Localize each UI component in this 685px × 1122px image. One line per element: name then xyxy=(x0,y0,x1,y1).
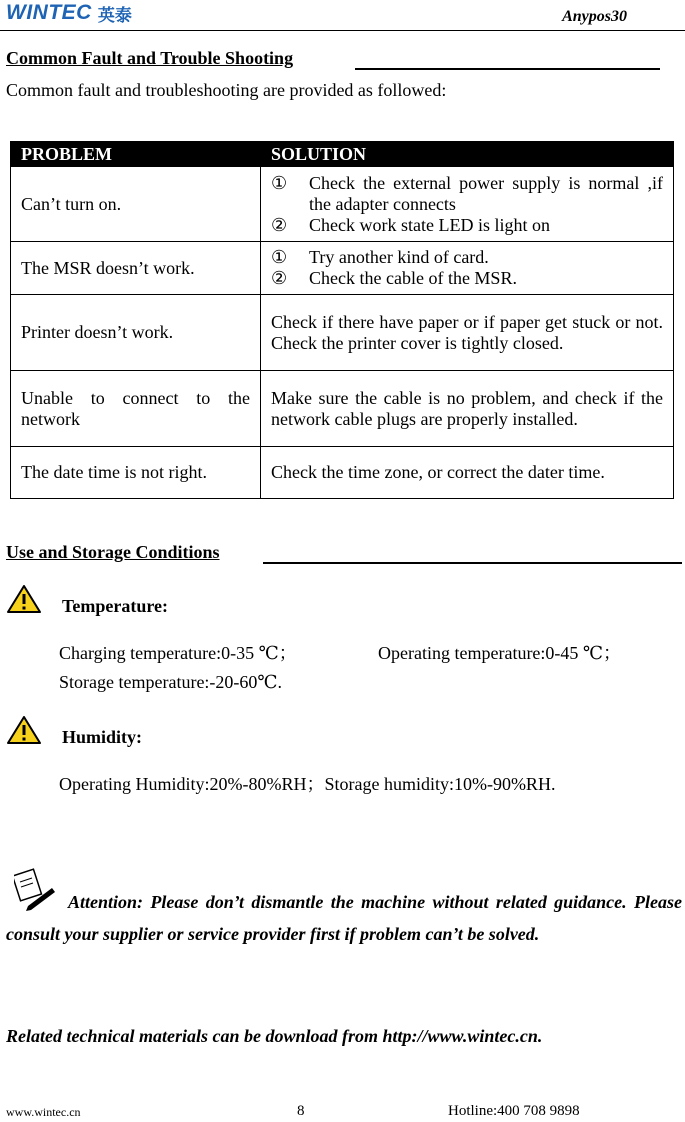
problem-cell: Unable to connect to the network xyxy=(11,371,261,447)
table-row xyxy=(11,242,674,295)
solution-cell: Check if there have paper or if paper get stuck or not. Check the printer cover is tightly closed. xyxy=(261,295,674,371)
item-text: Check the external power supply is normal ,if the adapter connects xyxy=(309,172,663,214)
model-name: Anypos30 xyxy=(562,8,627,25)
fault-section-title: Common Fault and Trouble Shooting xyxy=(6,48,294,68)
solution-column-header: SOLUTION xyxy=(261,142,674,167)
table-row xyxy=(11,447,674,499)
fault-title-rule xyxy=(355,68,660,70)
problem-cell: Printer doesn’t work. xyxy=(11,295,261,371)
problem-cell: The MSR doesn’t work. xyxy=(11,242,261,295)
item-number: ① xyxy=(271,247,288,267)
solution-item xyxy=(271,247,663,268)
footer-website: www.wintec.cn xyxy=(6,1105,81,1119)
item-number: ① xyxy=(271,172,288,193)
charging-temperature-text: Charging temperature:0-35 ℃； xyxy=(59,643,297,663)
operating-temperature-text: Operating temperature:0-45 ℃； xyxy=(378,643,622,663)
logo-text: WINTEC xyxy=(6,1,92,24)
humidity-text: Operating Humidity:20%-80%RH；Storage humidity:10%-90%RH. xyxy=(59,774,556,794)
problem-column-header: PROBLEM xyxy=(11,142,261,167)
solution-text: Make sure the cable is no problem, and check if the network cable plugs are properly installed. xyxy=(271,387,663,429)
header-divider xyxy=(0,30,685,31)
solution-item xyxy=(271,173,663,215)
storage-temperature-text: Storage temperature:-20-60℃. xyxy=(59,672,283,692)
table-header-row xyxy=(11,142,674,167)
item-text: Try another kind of card. xyxy=(309,247,489,267)
solution-cell xyxy=(261,371,674,447)
attention-note xyxy=(6,886,682,950)
item-number: ② xyxy=(271,268,288,288)
brand-logo xyxy=(6,2,132,24)
table-row xyxy=(11,371,674,447)
solution-cell: Check the time zone, or correct the dater time. xyxy=(261,447,674,499)
related-materials-text: Related technical materials can be download from http://www.wintec.cn. xyxy=(6,1026,543,1046)
logo-chinese-text: 英泰 xyxy=(97,5,132,26)
fault-table xyxy=(10,141,674,499)
temperature-heading: Temperature: xyxy=(62,596,168,616)
humidity-heading: Humidity: xyxy=(62,727,143,747)
table-row xyxy=(11,295,674,371)
solution-item xyxy=(271,215,663,236)
solution-cell xyxy=(261,242,674,295)
table-row xyxy=(11,167,674,242)
item-text: Check work state LED is light on xyxy=(309,214,550,235)
fault-intro: Common fault and troubleshooting are provided as followed: xyxy=(6,80,447,100)
item-number: ② xyxy=(271,214,288,235)
attention-text: Attention: Please don’t dismantle the machine without related guidance. Please consult your supplier or service provider first if problem can’t be solved. xyxy=(6,892,682,944)
problem-cell: Can’t turn on. xyxy=(11,167,261,242)
solution-item xyxy=(271,268,663,289)
warning-icon xyxy=(6,584,42,614)
conditions-title-rule xyxy=(263,562,682,564)
item-text: Check the cable of the MSR. xyxy=(309,268,517,288)
conditions-section-title: Use and Storage Conditions xyxy=(6,542,220,562)
solution-cell xyxy=(261,167,674,242)
footer-hotline: Hotline:400 708 9898 xyxy=(448,1103,580,1119)
page-number: 8 xyxy=(297,1103,305,1119)
problem-cell: The date time is not right. xyxy=(11,447,261,499)
warning-icon xyxy=(6,715,42,745)
